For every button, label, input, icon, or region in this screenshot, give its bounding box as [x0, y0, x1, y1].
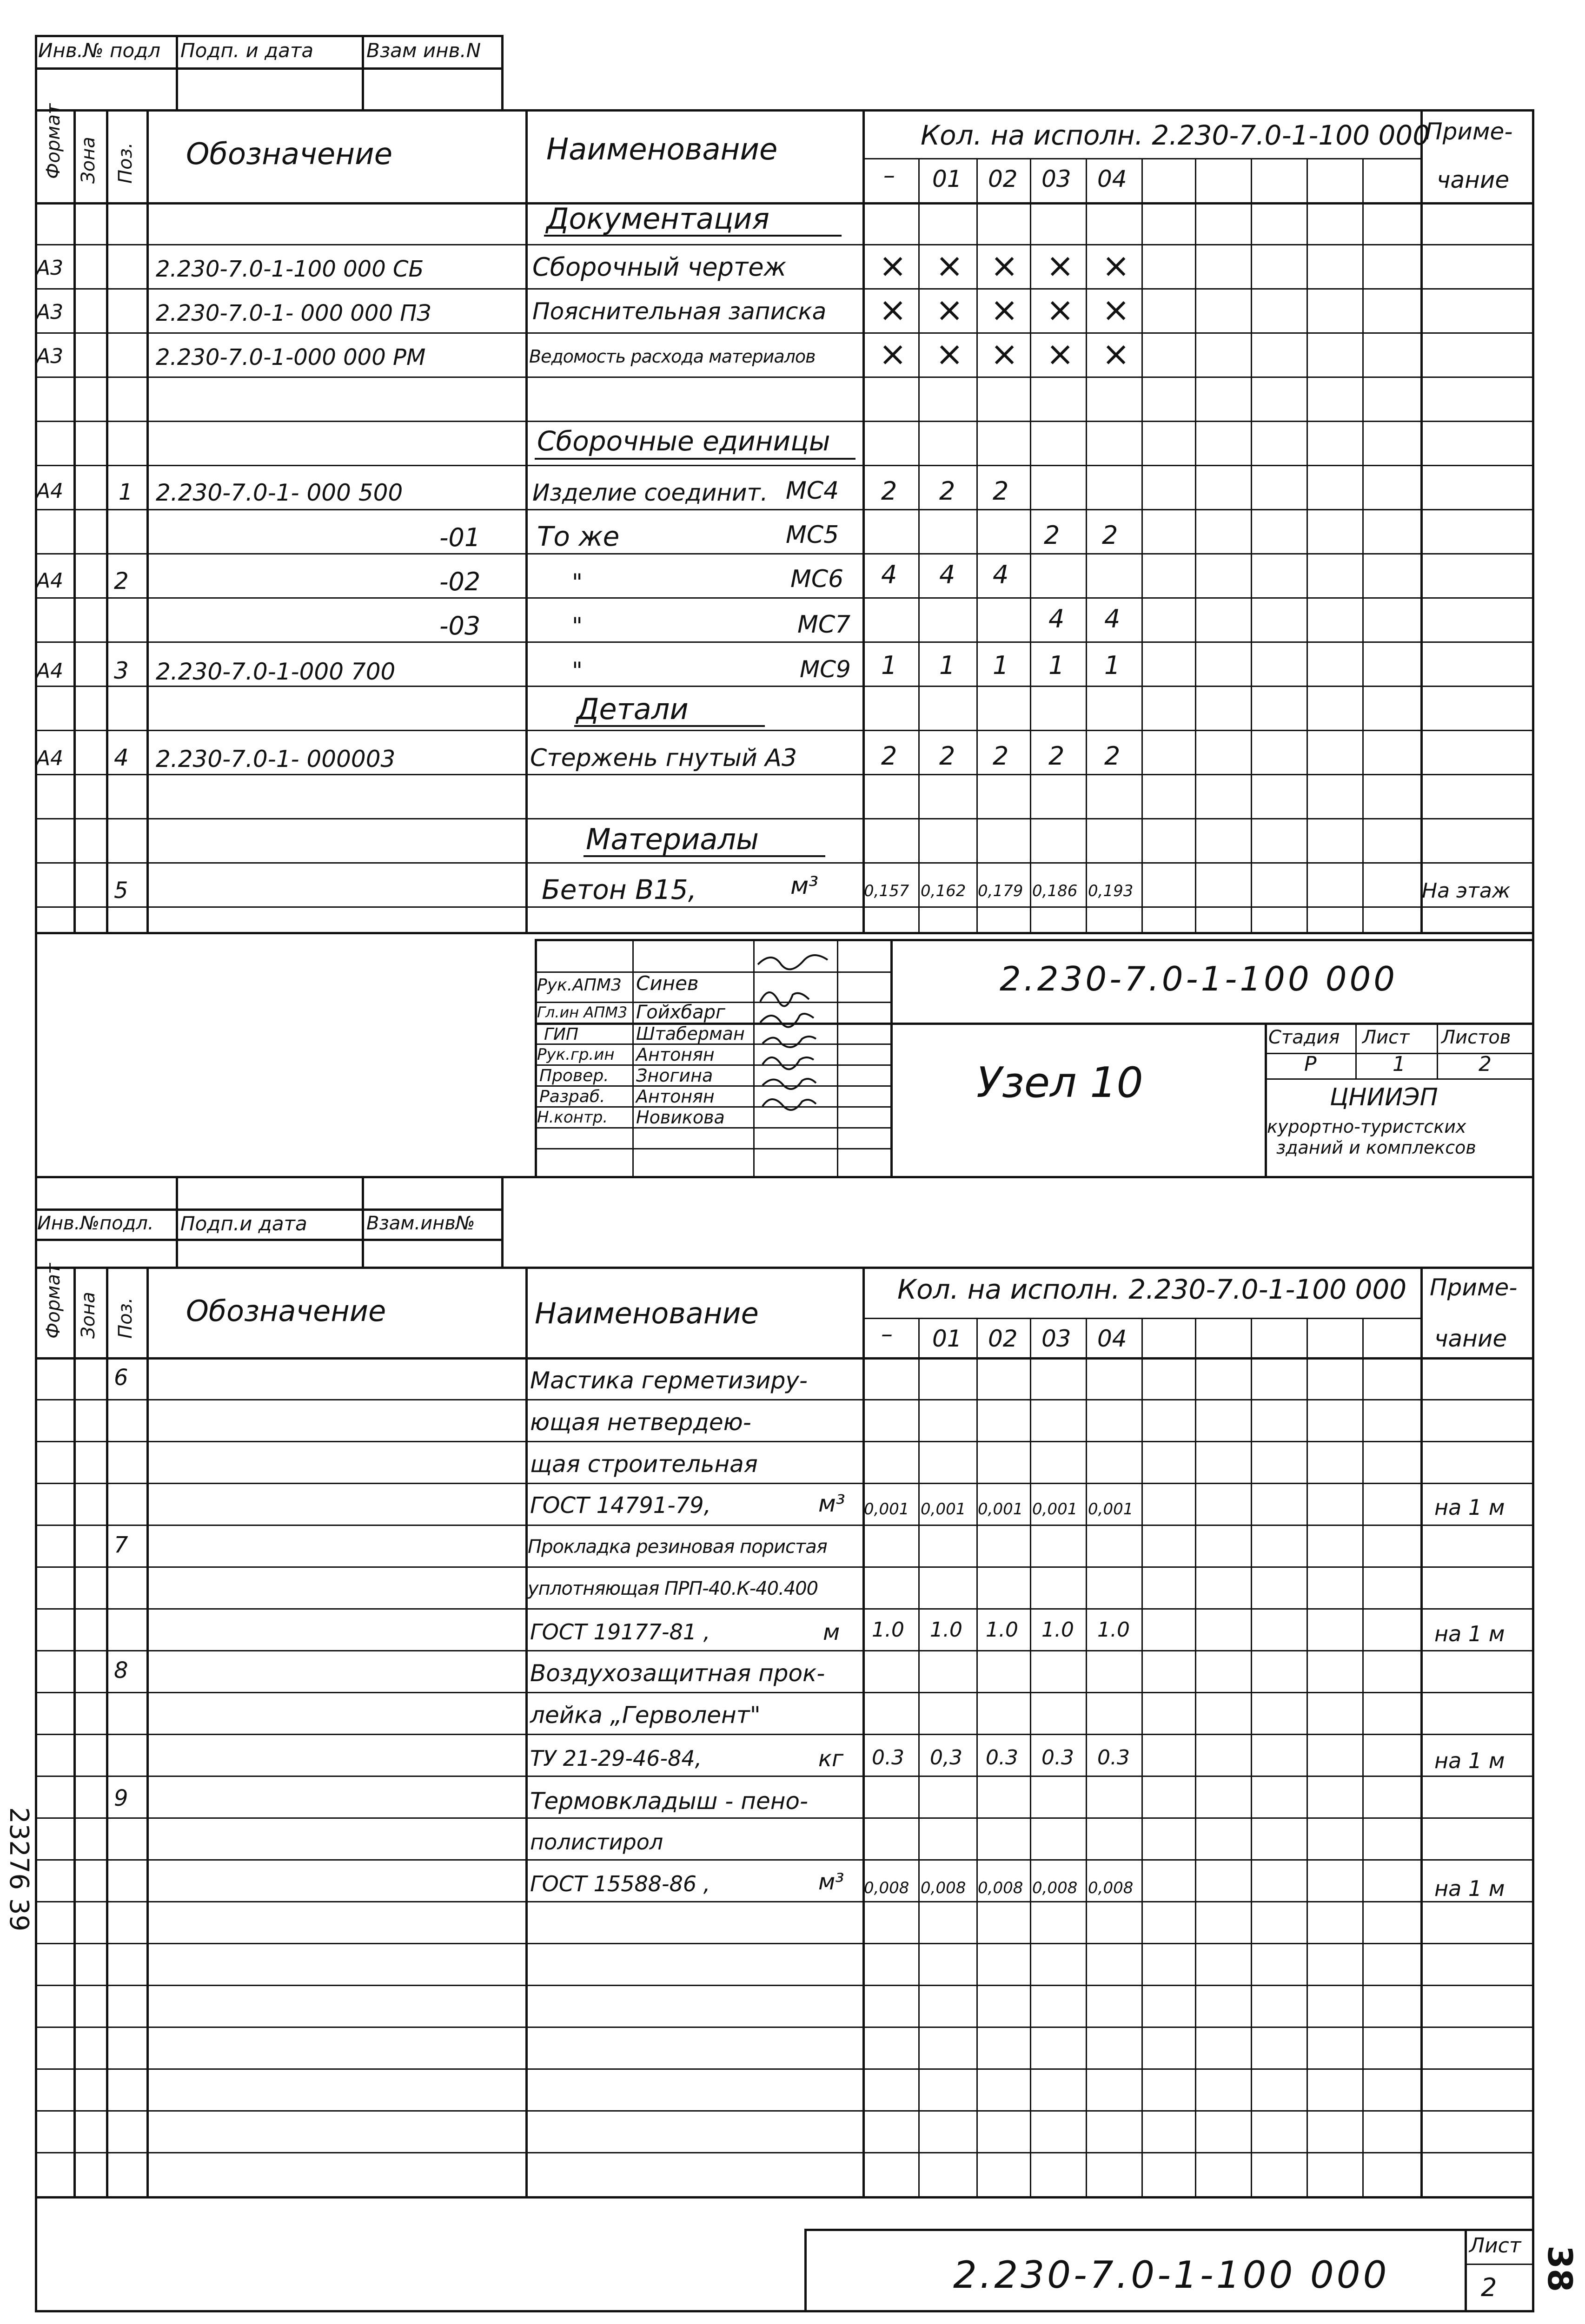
qty-cell: 0,008	[978, 1879, 1023, 1897]
qty-cell: 0,008	[1032, 1879, 1078, 1897]
row-oboznachenie: -01	[439, 523, 481, 552]
header-oboznachenie: Обозначение	[186, 1294, 386, 1328]
header-prim2: чание	[1434, 1325, 1507, 1352]
qty-cell: 1	[939, 651, 955, 680]
qty-cell: 2	[1048, 741, 1065, 771]
signer-role: ГИП	[544, 1025, 579, 1044]
bottom-list: 2	[1481, 2273, 1497, 2302]
row-oboznachenie: 2.230-7.0-1- 000 500	[156, 479, 403, 506]
row-prim: на 1 м	[1434, 1876, 1505, 1901]
row-mark: МС9	[800, 656, 851, 683]
qty-cell: ×	[1046, 290, 1074, 329]
qty-cell: ×	[935, 290, 964, 329]
row-mark: МС7	[797, 611, 851, 639]
qty-cell: 0,008	[921, 1879, 966, 1897]
qty-cell: 2	[881, 476, 897, 506]
qty-cell: 4	[1048, 604, 1065, 634]
row-name: ющая нетвердею-	[530, 1409, 751, 1436]
bottom-code: 2.230-7.0-1-100 000	[953, 2253, 1390, 2297]
signer-name: Гойхбарг	[636, 1002, 726, 1023]
stamp-podp-data: Подп.и дата	[180, 1212, 307, 1235]
qty-cell: ×	[879, 334, 907, 373]
row-format: А4	[36, 569, 64, 593]
row-name: уплотняющая ПРП-40.К-40.400	[528, 1578, 818, 1599]
row-name: Стержень гнутый А3	[530, 744, 797, 772]
row-name: ГОСТ 15588-86 ,	[530, 1871, 710, 1896]
qty-cell: 1.0	[1041, 1618, 1074, 1642]
qty-cell: 0,008	[1088, 1879, 1134, 1897]
qty-cell: 1	[993, 651, 1009, 680]
row-name: Ведомость расхода материалов	[529, 346, 816, 367]
header-prim2: чание	[1437, 166, 1510, 193]
page-number: 38	[1540, 2245, 1579, 2292]
qty-cell: 0,193	[1088, 882, 1134, 900]
qty-cell: 1.0	[986, 1618, 1018, 1642]
row-mark: МС5	[786, 521, 839, 549]
row-unit: кг	[818, 1746, 844, 1772]
qty-cell: 2	[1044, 521, 1060, 550]
row-unit: м³	[818, 1869, 844, 1895]
tb-org1: ЦНИИЭП	[1330, 1083, 1438, 1111]
row-prim: На этаж	[1422, 879, 1511, 903]
tb-title: Узел 10	[976, 1058, 1143, 1107]
row-name: ТУ 21-29-46-84,	[530, 1746, 702, 1771]
row-poz: 6	[114, 1365, 128, 1391]
col-head-04: 04	[1097, 165, 1127, 192]
qty-cell: ×	[935, 246, 964, 285]
row-prim: на 1 м	[1434, 1495, 1505, 1520]
qty-cell: 1	[1048, 651, 1065, 680]
row-name: ГОСТ 19177-81 ,	[530, 1619, 710, 1644]
signature-marks	[753, 939, 837, 1148]
signer-name: Антонян	[636, 1044, 715, 1065]
signer-role: Н.контр.	[537, 1108, 608, 1127]
row-name: Мастика герметизиру-	[530, 1367, 808, 1394]
row-name: щая строительная	[530, 1451, 758, 1478]
stamp-inv-podl: Инв.№подл.	[37, 1213, 154, 1234]
row-unit: м³	[818, 1490, 845, 1517]
qty-cell: 1	[881, 651, 897, 680]
header-format: Формат	[43, 1263, 64, 1339]
col-head-0: –	[881, 1320, 893, 1347]
qty-cell: 0,001	[864, 1500, 909, 1519]
qty-cell: 2	[1102, 521, 1118, 550]
row-name: То же	[537, 521, 620, 552]
signer-role: Разраб.	[539, 1087, 605, 1106]
qty-cell: 0,001	[1088, 1500, 1134, 1519]
tb-stadia-label: Стадия	[1268, 1027, 1340, 1048]
qty-cell: 4	[993, 560, 1009, 589]
qty-cell: 4	[881, 560, 897, 589]
qty-cell: ×	[1102, 246, 1130, 285]
qty-cell: ×	[879, 290, 907, 329]
row-name: Прокладка резиновая пористая	[528, 1536, 827, 1558]
qty-cell: 0.3	[872, 1746, 904, 1769]
stamp-vzam-inv: Взам инв.N	[366, 39, 481, 62]
row-name: "	[572, 613, 583, 640]
qty-cell: 0,186	[1032, 882, 1078, 900]
col-head-04: 04	[1097, 1325, 1127, 1352]
tb-listov-label: Листов	[1441, 1027, 1511, 1048]
row-name: Изделие соединит.	[532, 479, 768, 506]
row-poz: 9	[114, 1785, 128, 1811]
row-oboznachenie: 2.230-7.0-1-000 700	[156, 658, 396, 685]
row-name: ГОСТ 14791-79,	[530, 1492, 711, 1519]
signer-name: Зногина	[636, 1065, 713, 1086]
header-prim1: Приме-	[1430, 1274, 1518, 1301]
qty-cell: 2	[993, 476, 1009, 506]
bottom-list-label: Лист	[1469, 2234, 1521, 2258]
row-poz: 2	[114, 568, 129, 594]
qty-cell: ×	[990, 290, 1019, 329]
qty-cell: 0.3	[1097, 1746, 1130, 1769]
header-poz: Поз.	[115, 142, 136, 184]
header-oboznachenie: Обозначение	[186, 137, 393, 172]
qty-cell: 0,001	[921, 1500, 966, 1519]
row-name: Бетон В15,	[542, 874, 697, 905]
header-zona: Зона	[78, 1292, 99, 1339]
row-poz: 7	[114, 1532, 128, 1558]
row-name: Термовкладыш - пено-	[530, 1788, 809, 1815]
qty-cell: 1.0	[930, 1618, 962, 1642]
row-name: "	[572, 657, 583, 684]
qty-cell: 0.3	[986, 1746, 1018, 1769]
stamp-podp-data: Подп. и дата	[180, 39, 314, 62]
qty-cell: ×	[990, 246, 1019, 285]
qty-cell: 0,162	[921, 882, 966, 900]
row-oboznachenie: 2.230-7.0-1-100 000 СБ	[156, 256, 424, 282]
row-prim: на 1 м	[1434, 1748, 1505, 1773]
tb-stadia: Р	[1304, 1052, 1317, 1076]
row-name: Пояснительная записка	[532, 298, 827, 325]
signer-role: Рук.АПМ3	[537, 976, 622, 995]
qty-cell: 0,3	[930, 1746, 962, 1769]
row-name: "	[572, 569, 583, 596]
qty-cell: 0,008	[864, 1879, 909, 1897]
section-assembly-units: Сборочные единицы	[537, 425, 830, 457]
signer-name: Синев	[636, 972, 699, 995]
row-oboznachenie: 2.230-7.0-1-000 000 РМ	[156, 344, 426, 370]
header-kol: Кол. на исполн. 2.230-7.0-1-100 000	[921, 119, 1430, 151]
signer-name: Штаберман	[636, 1023, 745, 1044]
row-poz: 1	[119, 479, 133, 505]
qty-cell: 2	[881, 741, 897, 771]
row-poz: 3	[114, 657, 129, 684]
tb-list-label: Лист	[1362, 1027, 1410, 1048]
qty-cell: 2	[993, 741, 1009, 771]
qty-cell: 2	[1104, 741, 1121, 771]
row-mark: МС4	[786, 477, 839, 505]
margin-note: 23276 39	[4, 1807, 34, 1932]
stamp-vzam-inv: Взам.инв№	[366, 1213, 475, 1234]
signer-name: Новикова	[636, 1107, 725, 1128]
qty-cell: 1.0	[872, 1618, 904, 1642]
qty-cell: ×	[1046, 334, 1074, 373]
tb-org2: курортно-туристских	[1267, 1116, 1466, 1137]
qty-cell: ×	[1046, 246, 1074, 285]
section-details: Детали	[577, 692, 689, 726]
row-format: А4	[36, 746, 64, 770]
header-naimenovanie: Наименование	[535, 1296, 759, 1330]
row-unit: м³	[790, 872, 819, 900]
col-head-02: 02	[988, 165, 1018, 192]
header-kol: Кол. на исполн. 2.230-7.0-1-100 000	[897, 1274, 1407, 1305]
row-name: лейка „Герволент"	[530, 1702, 761, 1729]
row-prim: на 1 м	[1434, 1621, 1505, 1646]
row-unit: м	[823, 1619, 840, 1645]
col-head-0: –	[883, 162, 895, 189]
qty-cell: ×	[1102, 290, 1130, 329]
col-head-02: 02	[988, 1325, 1018, 1352]
qty-cell: ×	[935, 334, 964, 373]
section-documentation: Документация	[546, 202, 769, 236]
row-format: А3	[36, 300, 64, 324]
row-format: А3	[36, 344, 64, 368]
row-oboznachenie: 2.230-7.0-1- 000003	[156, 746, 396, 772]
tb-listov: 2	[1479, 1052, 1492, 1076]
col-head-01: 01	[932, 1325, 962, 1352]
row-format: А4	[36, 659, 64, 683]
row-name: Воздухозащитная прок-	[530, 1660, 825, 1687]
row-format: А4	[36, 479, 64, 503]
qty-cell: 0,179	[978, 882, 1023, 900]
qty-cell: 2	[939, 741, 955, 771]
tb-list: 1	[1393, 1052, 1406, 1076]
qty-cell: ×	[990, 334, 1019, 373]
signer-name: Антонян	[636, 1086, 715, 1107]
section-materials: Материалы	[586, 822, 759, 856]
row-oboznachenie: 2.230-7.0-1- 000 000 ПЗ	[156, 300, 431, 326]
row-format: А3	[36, 256, 64, 280]
qty-cell: 4	[939, 560, 955, 589]
row-mark: МС6	[790, 565, 844, 593]
header-naimenovanie: Наименование	[546, 132, 778, 167]
row-poz: 5	[114, 878, 128, 904]
row-oboznachenie: -03	[439, 611, 481, 640]
header-format: Формат	[43, 103, 64, 179]
row-name: полистирол	[530, 1829, 663, 1855]
col-head-01: 01	[932, 165, 962, 192]
qty-cell: ×	[1102, 334, 1130, 373]
qty-cell: ×	[879, 246, 907, 285]
header-prim1: Приме-	[1425, 118, 1513, 145]
row-oboznachenie: -02	[439, 567, 481, 596]
stamp-inv-podl: Инв.№ подл	[38, 39, 161, 62]
col-head-03: 03	[1041, 1325, 1071, 1352]
qty-cell: 0,001	[1032, 1500, 1078, 1519]
signer-role: Рук.гр.ин	[537, 1045, 615, 1064]
row-poz: 4	[114, 744, 129, 771]
header-poz: Поз.	[115, 1297, 136, 1339]
signer-role: Провер.	[539, 1066, 609, 1085]
qty-cell: 0.3	[1041, 1746, 1074, 1769]
header-zona: Зона	[78, 137, 99, 184]
row-poz: 8	[114, 1657, 128, 1684]
qty-cell: 4	[1104, 604, 1121, 634]
col-head-03: 03	[1041, 165, 1071, 192]
signer-role: Гл.ин АПМ3	[537, 1004, 628, 1021]
qty-cell: 1.0	[1097, 1618, 1130, 1642]
row-name: Сборочный чертеж	[532, 252, 787, 282]
qty-cell: 1	[1104, 651, 1121, 680]
tb-org3: зданий и комплексов	[1276, 1137, 1476, 1158]
tb-code: 2.230-7.0-1-100 000	[1000, 959, 1398, 998]
qty-cell: 2	[939, 476, 955, 506]
qty-cell: 0,157	[864, 882, 909, 900]
qty-cell: 0,001	[978, 1500, 1023, 1519]
